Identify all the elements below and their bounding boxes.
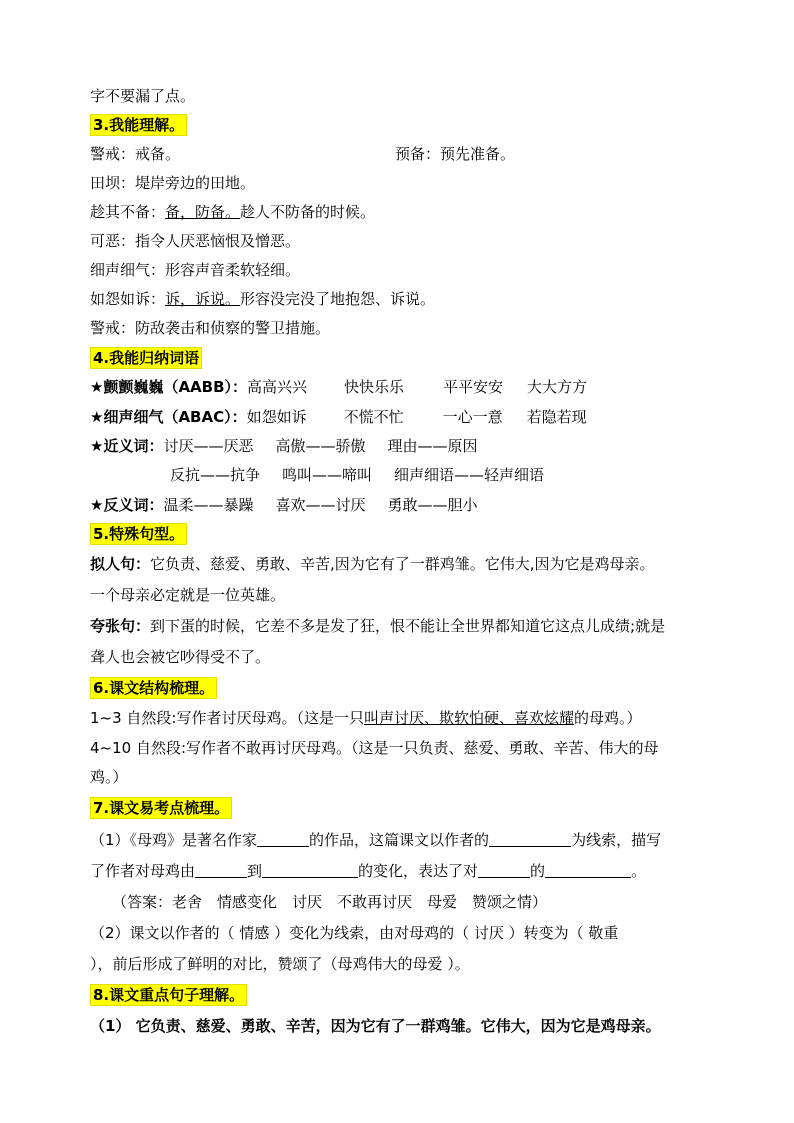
synonym-row-1: ★近义词：讨厌——厌恶 高傲——骄傲 理由——原因 bbox=[90, 437, 478, 455]
section-3-heading: 3.我能理解。 bbox=[90, 113, 704, 137]
structure-line-3: 鸡。） bbox=[90, 768, 128, 786]
intro-tail: 字不要漏了点。 bbox=[90, 87, 196, 105]
blank bbox=[489, 831, 571, 847]
personification-line-1: 拟人句：它负责、慈爱、勇敢、辛苦,因为它有了一群鸡雏。它伟大,因为它是鸡母亲。 bbox=[90, 555, 655, 573]
hyperbole-line-2: 聋人也会被它吵得受不了。 bbox=[90, 648, 271, 666]
structure-line-1: 1~3 自然段:写作者讨厌母鸡。（这是一只叫声讨厌、欺软怕硬、喜欢炫耀的母鸡。） bbox=[90, 709, 642, 727]
section-4-heading: 4.我能归纳词语 bbox=[90, 346, 704, 370]
question-1-line-1: （1）《母鸡》是著名作家 的作品，这篇课文以作者的 为线索，描写 bbox=[90, 831, 662, 849]
section-8-heading: 8.课文重点句子理解。 bbox=[90, 983, 704, 1007]
s3-line-5: 细声细气：形容声音柔软轻细。 bbox=[90, 261, 301, 279]
s3-line-7: 警戒：防敌袭击和侦察的警卫措施。 bbox=[90, 319, 331, 337]
s3-line-1: 警戒：戒备。 预备：预先准备。 bbox=[90, 145, 516, 163]
question-2-line-1: （2）课文以作者的（ 情感 ）变化为线索，由对母鸡的（ 讨厌 ）转变为（ 敬重 bbox=[90, 924, 619, 942]
section-6-heading: 6.课文结构梳理。 bbox=[90, 676, 704, 700]
synonym-row-2: 反抗——抗争 鸣叫——啼叫 细声细语——轻声细语 bbox=[170, 466, 545, 484]
blank bbox=[257, 831, 309, 847]
blank bbox=[195, 862, 247, 878]
s3-line-3: 趁其不备：备，防备。趁人不防备的时候。 bbox=[90, 203, 376, 221]
key-sentence-1: （1） 它负责、慈爱、勇敢、辛苦，因为它有了一群鸡雏。它伟大，因为它是鸡母亲。 bbox=[90, 1017, 661, 1035]
personification-line-2: 一个母亲必定就是一位英雄。 bbox=[90, 586, 286, 604]
blank bbox=[262, 862, 358, 878]
s3-line-4: 可恶：指令人厌恶恼恨及憎恶。 bbox=[90, 232, 301, 250]
answer-line: （答案：老舍 情感变化 讨厌 不敢再讨厌 母爱 赞颂之情） bbox=[112, 893, 548, 911]
antonym-row: ★反义词：温柔——暴躁 喜欢——讨厌 勇敢——胆小 bbox=[90, 496, 478, 514]
aabb-row: ★颤颤巍巍（AABB）：高高兴兴 快快乐乐 平平安安 大大方方 bbox=[90, 378, 588, 396]
question-2-line-2: ），前后形成了鲜明的对比，赞颂了（母鸡伟大的母爱 ）。 bbox=[90, 955, 470, 973]
blank bbox=[545, 862, 631, 878]
structure-line-2: 4~10 自然段:写作者不敢再讨厌母鸡。（这是一只负责、慈爱、勇敢、辛苦、伟大的母 bbox=[90, 739, 659, 757]
section-5-heading: 5.特殊句型。 bbox=[90, 522, 704, 546]
s3-line-2: 田坝：堤岸旁边的田地。 bbox=[90, 174, 256, 192]
s3-line-6: 如怨如诉：诉，诉说。形容没完没了地抱怨、诉说。 bbox=[90, 290, 436, 308]
blank bbox=[478, 862, 530, 878]
question-1-line-2: 了作者对母鸡由 到 的变化，表达了对 的 。 bbox=[90, 862, 647, 880]
section-7-heading: 7.课文易考点梳理。 bbox=[90, 796, 704, 820]
hyperbole-line-1: 夸张句：到下蛋的时候，它差不多是发了狂，恨不能让全世界都知道它这点儿成绩;就是 bbox=[90, 617, 666, 635]
abac-row: ★细声细气（ABAC）：如怨如诉 不慌不忙 一心一意 若隐若现 bbox=[90, 408, 587, 426]
